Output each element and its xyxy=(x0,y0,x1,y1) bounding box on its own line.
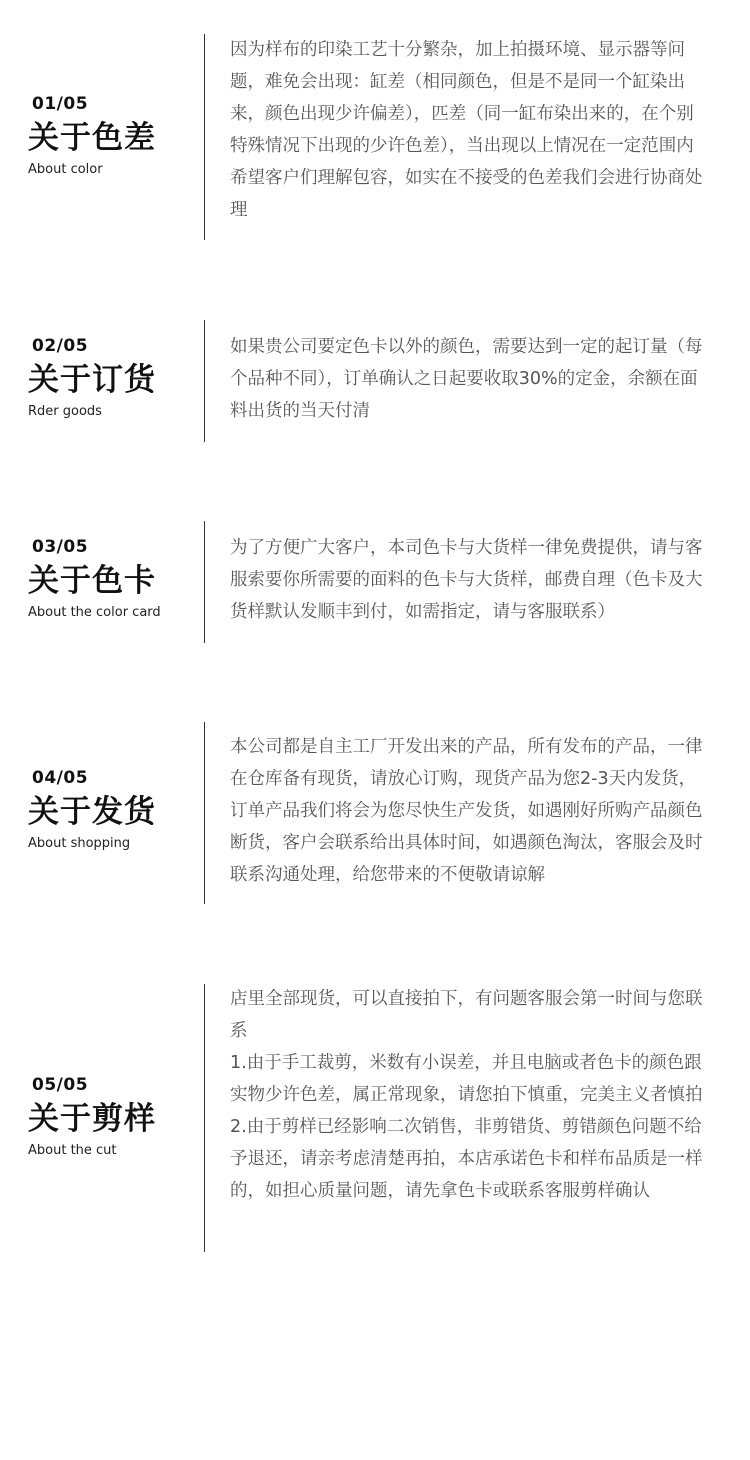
vertical-divider xyxy=(204,984,205,1252)
section-body xyxy=(230,731,710,891)
body-paragraph: 店里全部现货，可以直接拍下，有问题客服会第一时间与您联系 xyxy=(230,989,703,1041)
section-number: 05/05 xyxy=(32,1075,89,1095)
section-subtitle: About the cut xyxy=(28,1143,117,1158)
section-number: 03/05 xyxy=(32,537,89,557)
section-heading xyxy=(28,537,161,620)
section-heading xyxy=(28,94,156,177)
body-paragraph: 2.由于剪样已经影响二次销售，非剪错货、剪错颜色问题不给予退还，请亲考虑清楚再拍，本店承诺色卡和样布品质是一样的，如担心质量问题，请先拿色卡或联系客服剪样确认 xyxy=(230,1117,703,1201)
body-paragraph: 1.由于手工裁剪，米数有小误差，并且电脑或者色卡的颜色跟实物少许色差，属正常现象，请您拍下慎重，完美主义者慎拍 xyxy=(230,1053,703,1105)
section-body xyxy=(230,34,710,226)
section-title: 关于色差 xyxy=(28,120,156,156)
vertical-divider xyxy=(204,34,205,240)
section-heading xyxy=(28,768,156,851)
section-subtitle: Rder goods xyxy=(28,404,102,419)
section-number: 04/05 xyxy=(32,768,89,788)
vertical-divider xyxy=(204,722,205,904)
section-title: 关于色卡 xyxy=(28,563,156,599)
section-title: 关于发货 xyxy=(28,794,156,830)
body-paragraph: 如果贵公司要定色卡以外的颜色，需要达到一定的起订量（每个品种不同），订单确认之日起要收取30%的定金，余额在面料出货的当天付清 xyxy=(230,337,703,421)
body-paragraph: 本公司都是自主工厂开发出来的产品，所有发布的产品，一律在仓库备有现货，请放心订购，现货产品为您2-3天内发货，订单产品我们将会为您尽快生产发货，如遇刚好所购产品颜色断货，客户会联系给出具体时间，如遇颜色淘汰，客服会及时联系沟通处理，给您带来的不便敬请谅解 xyxy=(230,737,703,885)
vertical-divider xyxy=(204,521,205,643)
section-number: 01/05 xyxy=(32,94,89,114)
section-heading xyxy=(28,336,156,419)
section-subtitle: About the color card xyxy=(28,605,161,620)
section-body xyxy=(230,532,710,628)
section-subtitle: About color xyxy=(28,162,103,177)
body-paragraph: 为了方便广大客户，本司色卡与大货样一律免费提供，请与客服索要你所需要的面料的色卡与大货样，邮费自理（色卡及大货样默认发顺丰到付，如需指定，请与客服联系） xyxy=(230,538,703,622)
section-heading xyxy=(28,1075,156,1158)
section-body xyxy=(230,331,710,427)
vertical-divider xyxy=(204,320,205,442)
body-paragraph: 因为样布的印染工艺十分繁杂，加上拍摄环境、显示器等问题，难免会出现：缸差（相同颜色，但是不是同一个缸染出来，颜色出现少许偏差），匹差（同一缸布染出来的，在个别特殊情况下出现的少许色差），当出现以上情况在一定范围内希望客户们理解包容，如实在不接受的色差我们会进行协商处理 xyxy=(230,40,703,220)
section-title: 关于剪样 xyxy=(28,1101,156,1137)
section-subtitle: About shopping xyxy=(28,836,131,851)
section-title: 关于订货 xyxy=(28,362,156,398)
section-body xyxy=(230,983,710,1207)
section-number: 02/05 xyxy=(32,336,89,356)
